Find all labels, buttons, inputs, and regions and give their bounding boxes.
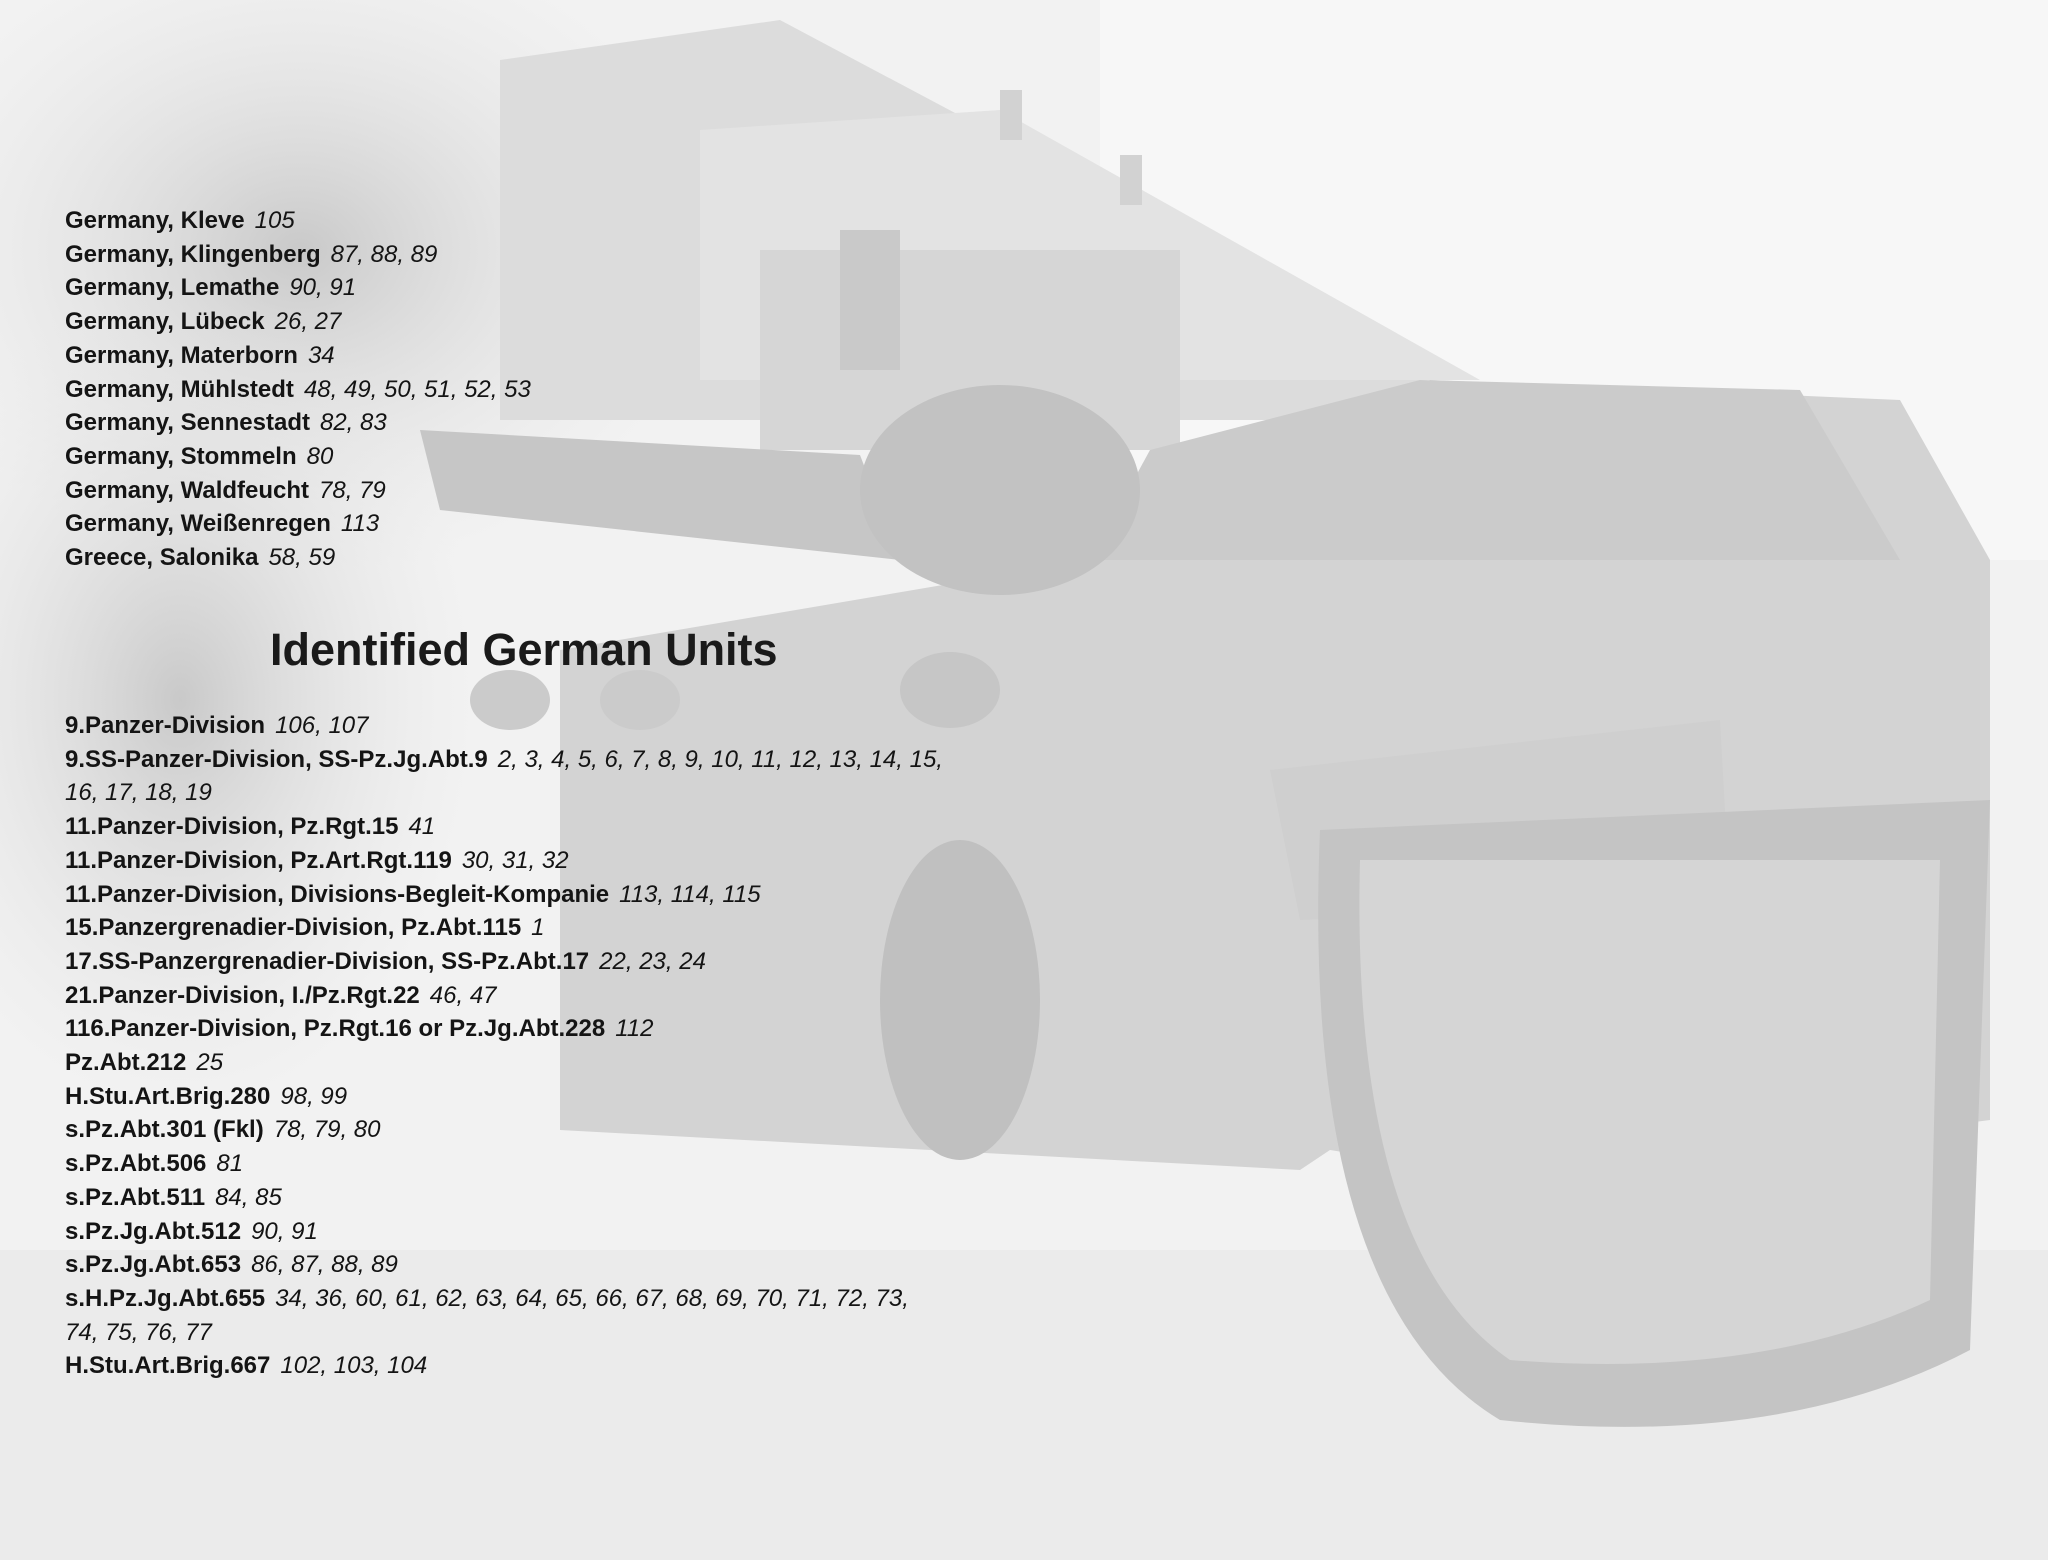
entry-pages: 81 [216,1150,244,1178]
entry-pages: 26, 27 [274,308,342,336]
entry-pages: 34, 36, 60, 61, 62, 63, 64, 65, 66, 67, 68, 69, 70, 71, 72, 73, [275,1284,909,1312]
entry-pages: 90, 91 [251,1217,318,1245]
entry-pages: 87, 88, 89 [330,240,438,268]
entry-name: 11.Panzer-Division, Divisions-Begleit-Kompanie [65,880,610,908]
entry-name: s.Pz.Jg.Abt.512 [65,1217,242,1245]
index-entry [65,339,531,373]
index-entry [65,1215,943,1249]
index-entry [65,1147,943,1181]
entry-pages: 1 [531,914,545,942]
entry-name: H.Stu.Art.Brig.667 [65,1352,271,1380]
unit-index-list [65,709,943,1383]
index-entry [65,1080,943,1114]
entry-pages-continued: 16, 17, 18, 19 [65,779,212,807]
index-entry [65,709,943,743]
entry-pages: 82, 83 [319,409,387,437]
index-entry [65,945,943,979]
entry-name: Germany, Lübeck [65,308,265,336]
entry-pages: 98, 99 [280,1082,348,1110]
entry-pages: 46, 47 [429,981,497,1009]
entry-name: Germany, Sennestadt [65,409,310,437]
entry-name: Germany, Stommeln [65,442,297,470]
entry-name: 15.Panzergrenadier-Division, Pz.Abt.115 [65,914,522,942]
entry-pages: 113 [340,510,380,538]
index-entry [65,305,531,339]
entry-name: 21.Panzer-Division, I./Pz.Rgt.22 [65,981,420,1009]
entry-pages: 112 [615,1015,654,1043]
index-entry [65,1012,943,1046]
index-entry [65,810,943,844]
entry-pages: 80 [306,442,334,470]
index-entry [65,541,531,575]
entry-pages: 58, 59 [268,544,336,572]
index-entry [65,440,531,474]
index-entry [65,979,943,1013]
place-index-list [65,204,531,575]
entry-name: 11.Panzer-Division, Pz.Art.Rgt.119 [65,846,452,874]
entry-pages: 41 [408,813,436,841]
entry-pages: 106, 107 [275,712,369,739]
index-entry [65,878,943,912]
entry-pages: 102, 103, 104 [280,1352,428,1380]
entry-pages: 78, 79 [319,476,386,504]
index-entry [65,271,531,305]
entry-pages: 90, 91 [289,274,357,302]
entry-pages: 34 [307,341,335,369]
entry-name: 116.Panzer-Division, Pz.Rgt.16 or Pz.Jg.Abt.228 [65,1015,606,1043]
entry-pages: 105 [254,207,295,234]
entry-name: Pz.Abt.212 [65,1049,187,1077]
entry-name: 9.SS-Panzer-Division, SS-Pz.Jg.Abt.9 [65,745,488,773]
index-entry [65,1046,943,1080]
index-entry-continuation [65,776,943,810]
index-entry [65,743,943,777]
section-heading: Identified German Units [270,624,778,675]
entry-name: Germany, Materborn [65,341,298,369]
entry-name: 9.Panzer-Division [65,712,266,739]
index-entry [65,1113,943,1147]
entry-name: s.Pz.Abt.301 (Fkl) [65,1116,264,1144]
index-entry [65,911,943,945]
index-entry [65,406,531,440]
index-entry [65,373,531,407]
index-entry-continuation [65,1316,943,1350]
entry-name: 11.Panzer-Division, Pz.Rgt.15 [65,813,399,841]
entry-name: Germany, Mühlstedt [65,375,294,403]
entry-pages: 48, 49, 50, 51, 52, 53 [303,375,531,403]
index-entry [65,1181,943,1215]
index-entry [65,474,531,508]
entry-name: s.Pz.Jg.Abt.653 [65,1251,242,1279]
index-entry [65,844,943,878]
entry-pages: 30, 31, 32 [461,846,569,874]
index-entry [65,1282,943,1316]
entry-name: s.H.Pz.Jg.Abt.655 [65,1284,266,1312]
entry-name: Germany, Waldfeucht [65,476,310,504]
entry-name: H.Stu.Art.Brig.280 [65,1082,271,1110]
entry-name: Germany, Klingenberg [65,240,321,268]
entry-pages: 2, 3, 4, 5, 6, 7, 8, 9, 10, 11, 12, 13, 14, 15, [497,745,943,773]
index-entry [65,1248,943,1282]
entry-pages-continued: 74, 75, 76, 77 [65,1318,212,1346]
entry-name: Germany, Lemathe [65,274,280,302]
entry-pages: 86, 87, 88, 89 [251,1251,398,1279]
entry-pages: 84, 85 [215,1183,282,1211]
entry-name: 17.SS-Panzergrenadier-Division, SS-Pz.Abt.17 [65,947,590,975]
entry-name: Germany, Weißenregen [65,510,331,538]
entry-name: Germany, Kleve [65,207,245,234]
index-entry [65,204,531,238]
entry-name: s.Pz.Abt.506 [65,1150,207,1178]
entry-pages: 78, 79, 80 [273,1116,381,1144]
entry-name: Greece, Salonika [65,544,259,572]
index-entry [65,1349,943,1383]
entry-pages: 25 [196,1049,224,1077]
entry-name: s.Pz.Abt.511 [65,1183,206,1211]
index-entry [65,507,531,541]
entry-pages: 22, 23, 24 [599,947,706,975]
index-entry [65,238,531,272]
entry-pages: 113, 114, 115 [619,880,761,908]
